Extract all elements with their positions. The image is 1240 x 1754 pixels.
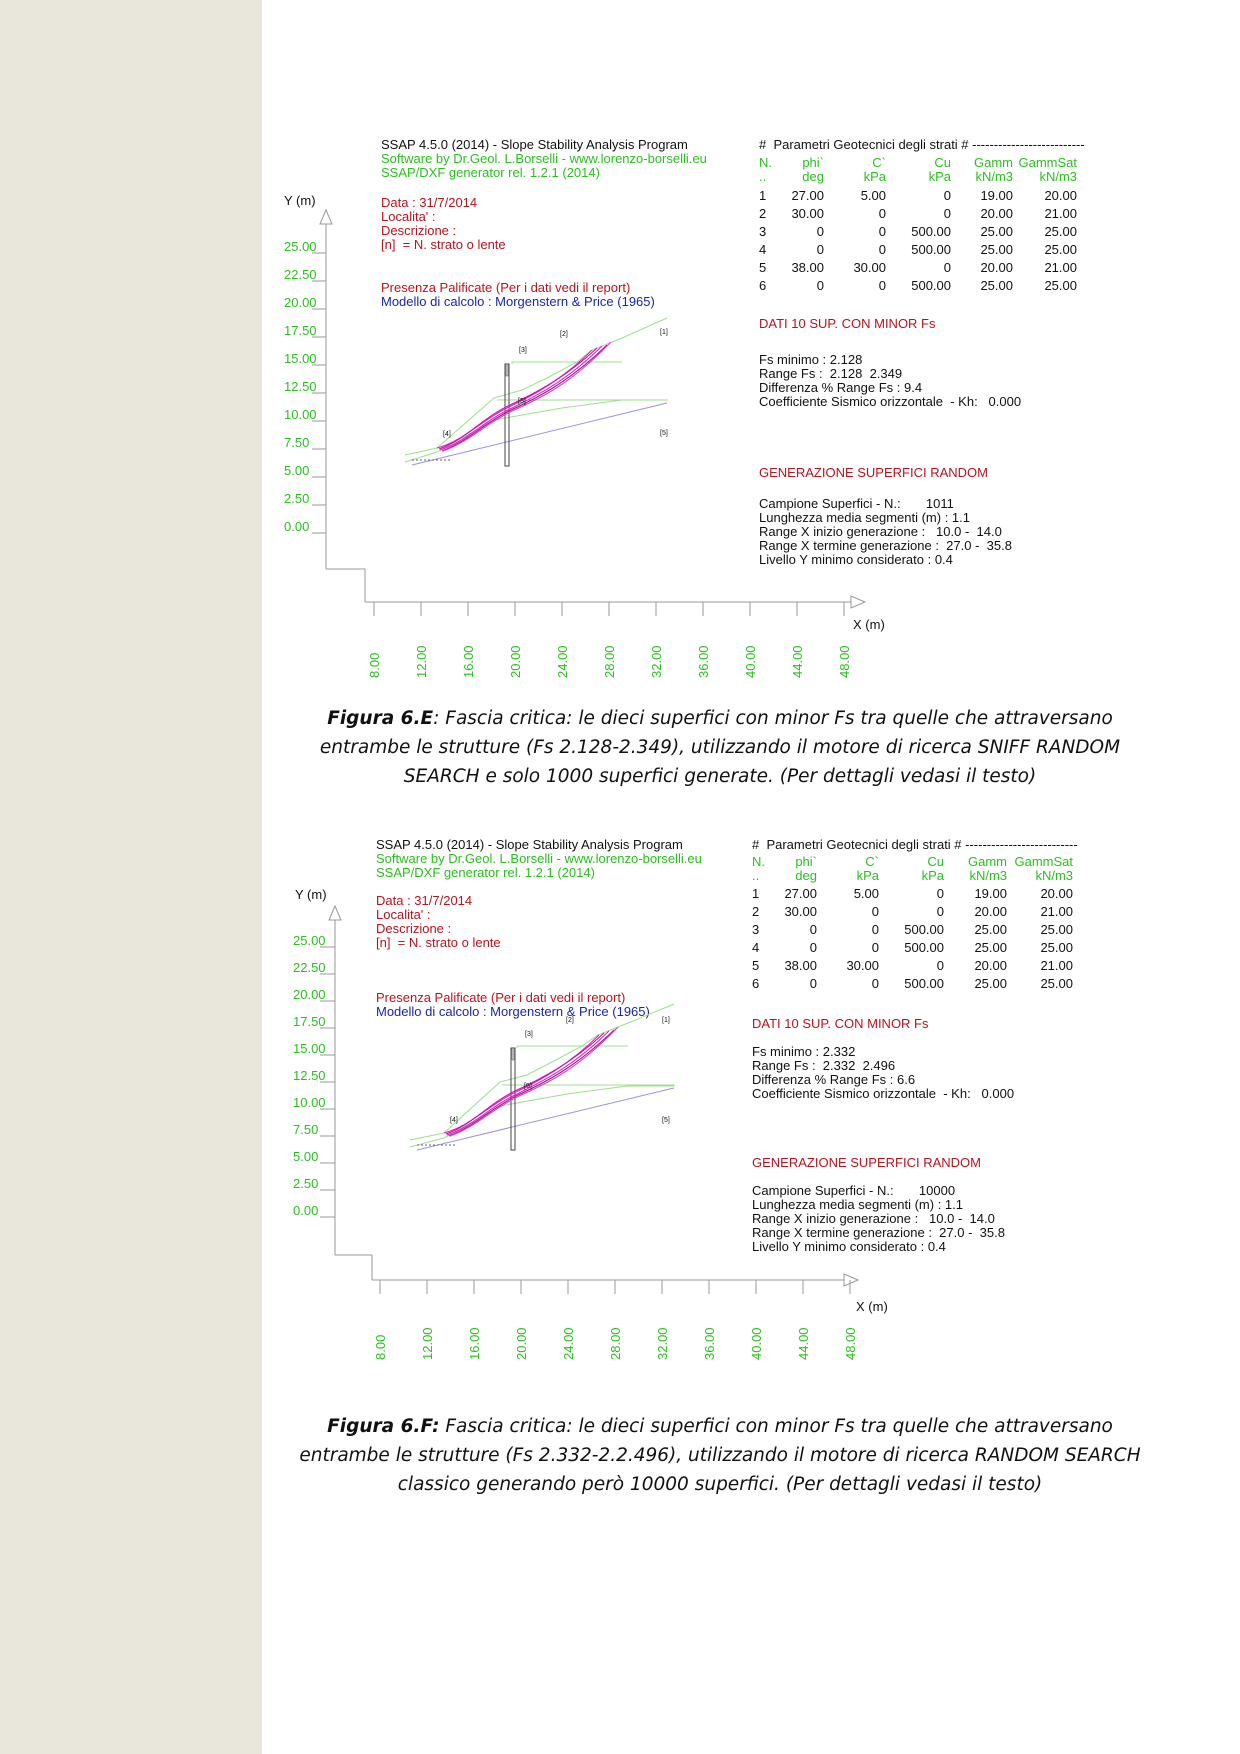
- params-units-row: [759, 169, 1077, 184]
- location-label: Localita' :: [376, 907, 431, 922]
- col-c: C`: [865, 854, 879, 869]
- y-tick-label: 7.50: [293, 1122, 319, 1137]
- y-tick-label: 2.50: [293, 1176, 319, 1191]
- cell: 30.00: [791, 206, 824, 221]
- y-tick: [284, 267, 326, 282]
- calc-model: Modello di calcolo : Morgenstern & Price (1965): [381, 294, 655, 309]
- unit-phi: deg: [795, 868, 817, 883]
- unit-gammsat: kN/m3: [1035, 868, 1073, 883]
- cell: 1: [759, 188, 767, 203]
- y-tick-label: 25.00: [284, 239, 317, 254]
- x-tick-label: 36.00: [702, 1327, 717, 1360]
- cell: 20.00: [980, 206, 1013, 221]
- cell: 0: [871, 976, 879, 991]
- x-tick-label: 28.00: [608, 1327, 623, 1360]
- cell: 5: [752, 958, 760, 973]
- cell: 0: [871, 922, 879, 937]
- y-tick: [293, 987, 335, 1002]
- cell: 1: [752, 886, 760, 901]
- y-tick-label: 17.50: [284, 323, 317, 338]
- y-axis-arrow: [329, 906, 341, 920]
- layer-label: [1]: [660, 329, 668, 336]
- cell: 5: [759, 260, 767, 275]
- col-gammsat: GammSat: [1014, 854, 1073, 869]
- params-title: # Parametri Geotecnici degli strati # --------------------------: [752, 837, 1078, 852]
- x-tick-label: 24.00: [561, 1327, 576, 1360]
- date-label: Data : 31/7/2014: [381, 195, 478, 210]
- cell: 2: [759, 206, 767, 221]
- x-tick: [655, 1280, 670, 1360]
- cell: 19.00: [980, 188, 1013, 203]
- caption-text: Fascia critica: le dieci superfici con minor Fs tra quelle che attraversano entrambe le strutture (Fs 2.332-2.2.496), utilizzando il motore di ricerca RANDOM SEARCH classico generando però 10000 superfici. (Per dettagli vedasi il testo): [299, 1416, 1141, 1495]
- caption-label: Figura 6.F:: [327, 1416, 440, 1437]
- col-c: C`: [872, 155, 886, 170]
- col-gammsat: GammSat: [1018, 155, 1077, 170]
- params-rows: [759, 188, 1077, 293]
- y-tick-label: 12.50: [284, 379, 317, 394]
- y-axis-title: Y (m): [295, 887, 327, 902]
- unit-phi: deg: [802, 169, 824, 184]
- cell: 2: [752, 904, 760, 919]
- cell: 0: [936, 886, 944, 901]
- x-tick: [837, 602, 852, 678]
- col-gamm: Gamm: [968, 854, 1007, 869]
- cell: 0: [878, 206, 886, 221]
- unit-gamm: kN/m3: [975, 169, 1013, 184]
- piles-note: Presenza Palificate (Per i dati vedi il report): [376, 990, 626, 1005]
- y-ticks: [293, 933, 335, 1218]
- software-credit: Software by Dr.Geol. L.Borselli - www.lorenzo-borselli.eu: [376, 851, 702, 866]
- cell: 5.00: [853, 886, 879, 901]
- gen-line: Lunghezza media segmenti (m) : 1.1: [759, 510, 970, 525]
- gen-line: Campione Superfici - N.: 1011: [759, 496, 954, 511]
- y-axis-arrow: [320, 210, 332, 224]
- x-tick: [602, 602, 617, 678]
- fs-line: Coefficiente Sismico orizzontale - Kh: 0.000: [752, 1086, 1015, 1101]
- y-tick: [293, 1095, 335, 1110]
- cell: 38.00: [784, 958, 817, 973]
- date-label: Data : 31/7/2014: [376, 893, 473, 908]
- col-cu: Cu: [934, 155, 951, 170]
- layer-label: [1]: [662, 1017, 670, 1024]
- unit-c: kPa: [863, 169, 886, 184]
- piles-note: Presenza Palificate (Per i dati vedi il report): [381, 280, 631, 295]
- params-row: [759, 260, 1077, 275]
- params-row: [752, 940, 1073, 955]
- cell: 0: [816, 278, 824, 293]
- y-tick: [293, 1203, 335, 1218]
- cell: 27.00: [784, 886, 817, 901]
- cell: 0: [809, 922, 817, 937]
- x-tick: [555, 602, 570, 678]
- x-tick: [790, 602, 805, 678]
- pile-top: [512, 1048, 514, 1060]
- y-tick: [293, 1014, 335, 1029]
- y-tick-label: 7.50: [284, 435, 310, 450]
- cell: 4: [752, 940, 760, 955]
- fs-line: Range Fs : 2.332 2.496: [752, 1058, 896, 1073]
- cell: 3: [759, 224, 767, 239]
- gen-title: GENERAZIONE SUPERFICI RANDOM: [759, 465, 988, 480]
- y-tick-label: 20.00: [293, 987, 326, 1002]
- cell: 3: [752, 922, 760, 937]
- layer-label: [4]: [443, 431, 451, 438]
- x-axis-arrow: [851, 596, 865, 608]
- description-label: Descrizione :: [381, 223, 457, 238]
- params-row: [759, 188, 1077, 203]
- cell: 25.00: [1044, 278, 1077, 293]
- col-cu: Cu: [927, 854, 944, 869]
- params-row: [752, 976, 1073, 991]
- gen-line: Livello Y minimo considerato : 0.4: [752, 1239, 946, 1254]
- x-tick: [367, 602, 382, 678]
- cell: 25.00: [974, 976, 1007, 991]
- cell: 19.00: [974, 886, 1007, 901]
- cell: 21.00: [1044, 206, 1077, 221]
- y-tick-label: 5.00: [293, 1149, 319, 1164]
- program-title: SSAP 4.5.0 (2014) - Slope Stability Analysis Program: [376, 837, 683, 852]
- layer-label: [5]: [524, 1083, 532, 1090]
- y-tick-label: 0.00: [284, 519, 310, 534]
- layer-legend: [n] = N. strato o lente: [376, 935, 501, 950]
- caption-text: : Fascia critica: le dieci superfici con minor Fs tra quelle che attraversano entrambe le strutture (Fs 2.128-2.349), utilizzando il motore di ricerca SNIFF RANDOM SEARCH e solo 1000 superfici generate. (Per dettagli vedasi il testo): [319, 708, 1121, 787]
- cell: 25.00: [974, 940, 1007, 955]
- x-tick-label: 32.00: [655, 1327, 670, 1360]
- cell: 0: [943, 206, 951, 221]
- x-axis-arrow: [844, 1274, 858, 1286]
- cell: 0: [809, 940, 817, 955]
- slip-surfaces: [444, 1027, 618, 1136]
- x-ticks: [373, 1280, 858, 1360]
- cell: 25.00: [974, 922, 1007, 937]
- x-tick: [696, 602, 711, 678]
- y-tick-label: 22.50: [284, 267, 317, 282]
- layer-label: [5]: [518, 398, 526, 405]
- y-tick: [293, 1041, 335, 1056]
- params-title: # Parametri Geotecnici degli strati # --------------------------: [759, 137, 1085, 152]
- x-tick-label: 16.00: [467, 1327, 482, 1360]
- fs-line: Coefficiente Sismico orizzontale - Kh: 0.000: [759, 394, 1022, 409]
- gen-line: Lunghezza media segmenti (m) : 1.1: [752, 1197, 963, 1212]
- x-tick-label: 32.00: [649, 645, 664, 678]
- layer-label: [3]: [525, 1031, 533, 1038]
- cell: 25.00: [980, 224, 1013, 239]
- y-tick-label: 17.50: [293, 1014, 326, 1029]
- x-tick: [608, 1280, 623, 1360]
- cell: 30.00: [853, 260, 886, 275]
- y-tick-label: 15.00: [293, 1041, 326, 1056]
- cell: 20.00: [974, 958, 1007, 973]
- x-tick: [508, 602, 523, 678]
- params-row: [752, 886, 1073, 901]
- params-row: [759, 206, 1077, 221]
- unit-gamm: kN/m3: [969, 868, 1007, 883]
- y-tick: [284, 323, 326, 338]
- layer-label: [5]: [660, 430, 668, 437]
- cell: 25.00: [1044, 242, 1077, 257]
- slope-cross-section: [410, 1004, 675, 1150]
- cell: 30.00: [784, 904, 817, 919]
- x-tick-label: 44.00: [790, 645, 805, 678]
- gen-title: GENERAZIONE SUPERFICI RANDOM: [752, 1155, 981, 1170]
- slope-stability-plot-6e: [262, 120, 1240, 700]
- cell: 0: [878, 242, 886, 257]
- layer-label: [4]: [450, 1117, 458, 1124]
- fs-line: Fs minimo : 2.128: [759, 352, 863, 367]
- cell: 6: [759, 278, 767, 293]
- program-title: SSAP 4.5.0 (2014) - Slope Stability Analysis Program: [381, 137, 688, 152]
- y-tick-label: 10.00: [284, 407, 317, 422]
- cell: 0: [871, 940, 879, 955]
- cell: 0: [816, 242, 824, 257]
- dati-title: DATI 10 SUP. CON MINOR Fs: [752, 1016, 929, 1031]
- y-tick: [284, 435, 326, 450]
- x-ticks: [367, 602, 852, 678]
- cell: 25.00: [1040, 922, 1073, 937]
- x-tick-label: 20.00: [508, 645, 523, 678]
- cell: 38.00: [791, 260, 824, 275]
- cell: 500.00: [904, 940, 944, 955]
- cell: 500.00: [904, 976, 944, 991]
- cell: 0: [943, 188, 951, 203]
- pile-top: [506, 364, 508, 376]
- x-tick: [749, 1280, 764, 1360]
- params-row: [752, 922, 1073, 937]
- y-tick: [284, 519, 326, 534]
- cell: 25.00: [980, 242, 1013, 257]
- col-n: N.: [752, 854, 765, 869]
- gen-line: Campione Superfici - N.: 10000: [752, 1183, 956, 1198]
- caption-label: Figura 6.E: [327, 708, 434, 729]
- figure-6e: [262, 120, 1240, 700]
- cell: 21.00: [1044, 260, 1077, 275]
- fs-line: Differenza % Range Fs : 9.4: [759, 380, 923, 395]
- cell: 0: [936, 904, 944, 919]
- description-label: Descrizione :: [376, 921, 452, 936]
- cell: 25.00: [1040, 976, 1073, 991]
- slope-cross-section: [405, 318, 668, 466]
- x-tick-label: 12.00: [414, 645, 429, 678]
- pile: [505, 364, 509, 466]
- calc-model: Modello di calcolo : Morgenstern & Price (1965): [376, 1004, 650, 1019]
- cell: 5.00: [860, 188, 886, 203]
- x-tick-label: 36.00: [696, 645, 711, 678]
- x-tick: [461, 602, 476, 678]
- location-label: Localita' :: [381, 209, 436, 224]
- cell: 0: [871, 904, 879, 919]
- params-row: [759, 242, 1077, 257]
- cell: 21.00: [1040, 958, 1073, 973]
- x-tick-label: 24.00: [555, 645, 570, 678]
- y-ticks: [284, 239, 326, 534]
- col-phi: phi`: [802, 155, 824, 170]
- gen-line: Range X termine generazione : 27.0 - 35.8: [759, 538, 1012, 553]
- x-axis-title: X (m): [853, 617, 885, 632]
- y-tick: [293, 1068, 335, 1083]
- cell: 0: [936, 958, 944, 973]
- x-tick-label: 44.00: [796, 1327, 811, 1360]
- layer-label: [3]: [519, 347, 527, 354]
- cell: 25.00: [980, 278, 1013, 293]
- params-row: [759, 278, 1077, 293]
- dati-title: DATI 10 SUP. CON MINOR Fs: [759, 316, 936, 331]
- params-header-row: [759, 155, 1077, 170]
- cell: 500.00: [911, 242, 951, 257]
- gen-line: Range X inizio generazione : 10.0 - 14.0: [752, 1211, 995, 1226]
- y-tick-label: 20.00: [284, 295, 317, 310]
- x-tick: [843, 1280, 858, 1360]
- params-row: [752, 904, 1073, 919]
- cell: 25.00: [1040, 940, 1073, 955]
- layer-boundary: [517, 1046, 628, 1048]
- cell: 0: [809, 976, 817, 991]
- layer-label: [5]: [662, 1117, 670, 1124]
- params-row: [759, 224, 1077, 239]
- x-tick-label: 20.00: [514, 1327, 529, 1360]
- figure-caption-6e: [290, 704, 1150, 791]
- cell: 20.00: [980, 260, 1013, 275]
- unit-gammsat: kN/m3: [1039, 169, 1077, 184]
- generator-version: SSAP/DXF generator rel. 1.2.1 (2014): [376, 865, 595, 880]
- y-tick-label: 0.00: [293, 1203, 319, 1218]
- x-tick: [743, 602, 758, 678]
- y-tick-label: 10.00: [293, 1095, 326, 1110]
- params-header-row: [752, 854, 1073, 869]
- col-gamm: Gamm: [974, 155, 1013, 170]
- x-tick-label: 28.00: [602, 645, 617, 678]
- cell: 0: [878, 224, 886, 239]
- fs-line: Range Fs : 2.128 2.349: [759, 366, 903, 381]
- y-tick: [293, 1122, 335, 1137]
- x-tick-label: 48.00: [843, 1327, 858, 1360]
- x-tick-label: 48.00: [837, 645, 852, 678]
- cell: 6: [752, 976, 760, 991]
- y-tick: [284, 463, 326, 478]
- generator-version: SSAP/DXF generator rel. 1.2.1 (2014): [381, 165, 600, 180]
- cell: 0: [816, 224, 824, 239]
- y-tick: [293, 1149, 335, 1164]
- cell: 20.00: [1044, 188, 1077, 203]
- unit-n: ..: [752, 868, 760, 883]
- cell: 4: [759, 242, 767, 257]
- x-tick-label: 8.00: [373, 1334, 388, 1360]
- unit-c: kPa: [856, 868, 879, 883]
- col-phi: phi`: [795, 854, 817, 869]
- page-margin-band: [0, 0, 262, 1754]
- software-credit: Software by Dr.Geol. L.Borselli - www.lorenzo-borselli.eu: [381, 151, 707, 166]
- unit-cu: kPa: [928, 169, 951, 184]
- y-tick-label: 22.50: [293, 960, 326, 975]
- x-tick: [514, 1280, 529, 1360]
- layer-boundary: [512, 362, 622, 364]
- x-tick-label: 40.00: [743, 645, 758, 678]
- cell: 21.00: [1040, 904, 1073, 919]
- slip-surface: [437, 350, 592, 448]
- cell: 500.00: [911, 224, 951, 239]
- params-row: [752, 958, 1073, 973]
- y-tick: [284, 295, 326, 310]
- layer-label: [2]: [560, 331, 568, 338]
- x-tick: [467, 1280, 482, 1360]
- cell: 500.00: [911, 278, 951, 293]
- gen-line: Range X termine generazione : 27.0 - 35.8: [752, 1225, 1005, 1240]
- y-tick-label: 25.00: [293, 933, 326, 948]
- cell: 20.00: [974, 904, 1007, 919]
- cell: 30.00: [846, 958, 879, 973]
- x-tick: [420, 1280, 435, 1360]
- y-tick: [284, 491, 326, 506]
- unit-n: ..: [759, 169, 767, 184]
- y-tick: [293, 933, 335, 948]
- x-tick: [702, 1280, 717, 1360]
- x-tick: [561, 1280, 576, 1360]
- cell: 500.00: [904, 922, 944, 937]
- x-tick-label: 8.00: [367, 652, 382, 678]
- y-tick-label: 5.00: [284, 463, 310, 478]
- x-tick: [373, 1280, 388, 1360]
- x-tick-label: 16.00: [461, 645, 476, 678]
- x-axis-title: X (m): [856, 1299, 888, 1314]
- params-units-row: [752, 868, 1073, 883]
- y-axis-title: Y (m): [284, 193, 316, 208]
- col-n: N.: [759, 155, 772, 170]
- x-tick-label: 40.00: [749, 1327, 764, 1360]
- cell: 25.00: [1044, 224, 1077, 239]
- gen-line: Range X inizio generazione : 10.0 - 14.0: [759, 524, 1002, 539]
- cell: 20.00: [1040, 886, 1073, 901]
- y-tick: [293, 1176, 335, 1191]
- y-tick: [284, 239, 326, 254]
- y-tick-label: 15.00: [284, 351, 317, 366]
- cell: 0: [878, 278, 886, 293]
- fs-line: Differenza % Range Fs : 6.6: [752, 1072, 916, 1087]
- params-rows: [752, 886, 1073, 991]
- unit-cu: kPa: [921, 868, 944, 883]
- slope-stability-plot-6f: [262, 820, 1240, 1400]
- figure-caption-6f: [290, 1412, 1150, 1499]
- figure-6f: [262, 820, 1240, 1400]
- y-tick: [284, 351, 326, 366]
- layer-legend: [n] = N. strato o lente: [381, 237, 506, 252]
- y-tick: [293, 960, 335, 975]
- x-tick: [414, 602, 429, 678]
- slip-surfaces: [437, 342, 611, 451]
- cell: 0: [943, 260, 951, 275]
- layer-label: [2]: [566, 1017, 574, 1024]
- y-tick: [284, 407, 326, 422]
- fs-line: Fs minimo : 2.332: [752, 1044, 856, 1059]
- cell: 27.00: [791, 188, 824, 203]
- gen-line: Livello Y minimo considerato : 0.4: [759, 552, 953, 567]
- x-tick: [796, 1280, 811, 1360]
- x-tick: [649, 602, 664, 678]
- x-tick-label: 12.00: [420, 1327, 435, 1360]
- y-tick-label: 2.50: [284, 491, 310, 506]
- y-tick: [284, 379, 326, 394]
- y-tick-label: 12.50: [293, 1068, 326, 1083]
